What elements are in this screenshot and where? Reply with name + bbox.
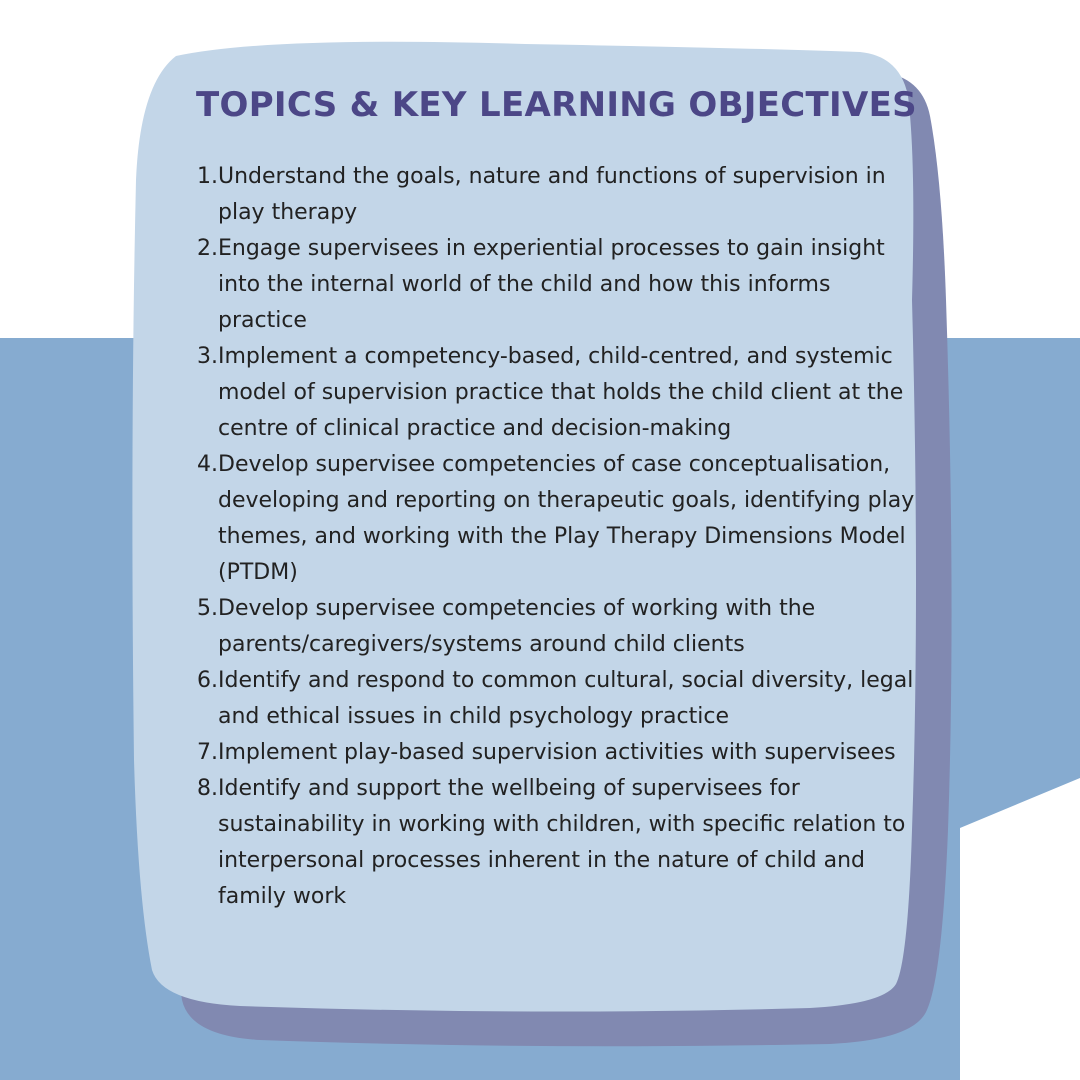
item-number: 5. <box>197 596 218 621</box>
item-text: Develop supervisee competencies of working with the parents/caregivers/systems around child clients <box>218 596 816 657</box>
item-number: 8. <box>197 776 218 801</box>
item-text: Develop supervisee competencies of case conceptualisation, developing and reporting on therapeutic goals, identifying play themes, and working with the Play Therapy Dimensions Model (PTDM) <box>218 452 915 585</box>
list-item <box>196 339 916 447</box>
item-number: 3. <box>197 344 218 369</box>
item-text: Implement play-based supervision activities with supervisees <box>218 740 896 765</box>
item-number: 1. <box>197 164 218 189</box>
item-text: Identify and respond to common cultural, social diversity, legal and ethical issues in child psychology practice <box>218 668 914 729</box>
item-text: Implement a competency-based, child-centred, and systemic model of supervision practice that holds the child client at the centre of clinical practice and decision-making <box>218 344 904 441</box>
list-item <box>196 663 916 735</box>
item-text: Understand the goals, nature and functions of supervision in play therapy <box>218 164 886 225</box>
list-item <box>196 591 916 663</box>
list-item <box>196 771 916 915</box>
list-item <box>196 231 916 339</box>
item-text: Engage supervisees in experiential processes to gain insight into the internal world of the child and how this informs practice <box>218 236 885 333</box>
item-text: Identify and support the wellbeing of supervisees for sustainability in working with children, with specific relation to interpersonal processes inherent in the nature of child and family work <box>218 776 906 909</box>
page-title: TOPICS & KEY LEARNING OBJECTIVES <box>196 85 917 125</box>
item-number: 2. <box>197 236 218 261</box>
list-item <box>196 735 916 771</box>
list-item <box>196 447 916 591</box>
item-number: 7. <box>197 740 218 765</box>
list-item <box>196 159 916 231</box>
item-number: 4. <box>197 452 218 477</box>
item-number: 6. <box>197 668 218 693</box>
objectives-list <box>196 159 916 915</box>
